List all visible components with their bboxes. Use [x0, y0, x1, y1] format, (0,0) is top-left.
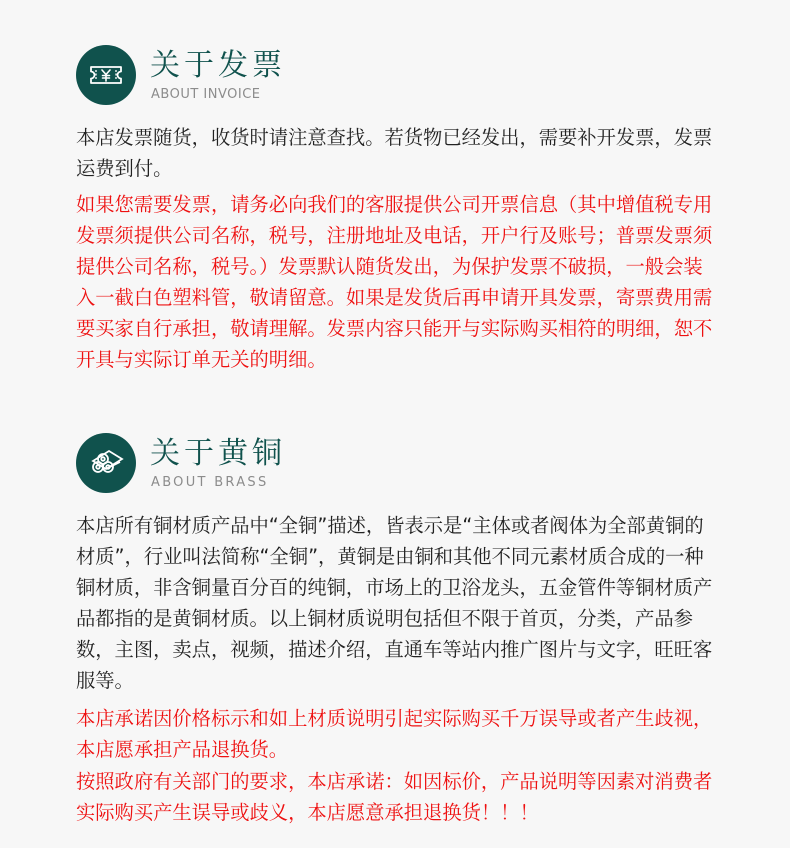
- brass-title: 关于黄铜: [150, 436, 286, 471]
- invoice-subtitle: ABOUT INVOICE: [151, 87, 261, 102]
- brass-paragraph-1: 本店所有铜材质产品中“全铜”描述，皆表示是“主体或者阀体为全部黄铜的材质”，行业叫法简称“全铜”，黄铜是由铜和其他不同元素材质合成的一种铜材质，非含铜量百分百的纯铜，市场上的卫浴龙头，五金管件等铜材质产品都指的是黄铜材质。以上铜材质说明包括但不限于首页，分类，产品参数，主图，卖点，视频，描述介绍，直通车等站内推广图片与文字，旺旺客服等。: [76, 514, 713, 692]
- invoice-ticket-icon: [76, 45, 136, 105]
- brass-subtitle: ABOUT BRASS: [151, 475, 269, 490]
- invoice-paragraph-1: 本店发票随货，收货时请注意查找。若货物已经发出，需要补开发票，发票运费到付。: [76, 126, 713, 180]
- invoice-paragraph-2: 如果您需要发票，请务必向我们的客服提供公司开票信息（其中增值税专用发票须提供公司名称，税号，注册地址及电话，开户行及账号；普票发票须提供公司名称，税号。）发票默认随货发出，为保护发票不破损，一般会装入一截白色塑料管，敬请留意。如果是发货后再申请开具发票，寄票费用需要买家自行承担，敬请理解。发票内容只能开与实际购买相符的明细，恕不开具与实际订单无关的明细。: [76, 193, 713, 371]
- brass-paragraph-3: 按照政府有关部门的要求，本店承诺：如因标价，产品说明等因素对消费者实际购买产生误导或歧义，本店愿意承担退换货！！！: [76, 770, 713, 824]
- brass-header: [76, 433, 476, 495]
- invoice-header: [76, 45, 476, 107]
- brass-pipes-icon: [76, 433, 136, 493]
- brass-paragraph-2: 本店承诺因价格标示和如上材质说明引起实际购买千万误导或者产生歧视，本店愿承担产品退换货。: [76, 707, 713, 761]
- invoice-title: 关于发票: [150, 48, 286, 83]
